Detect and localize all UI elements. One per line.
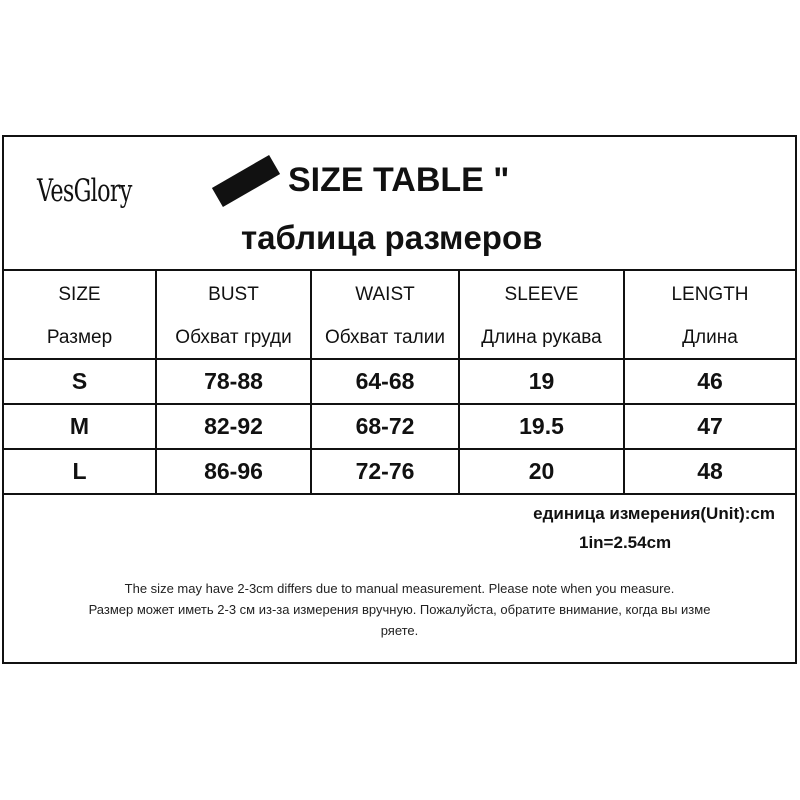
header-label-en: WAIST [355, 284, 415, 305]
header-label-ru: Обхват талии [325, 327, 445, 348]
cell-waist: 64-68 [311, 359, 459, 404]
header-label-ru: Обхват груди [175, 327, 292, 348]
cell-length: 48 [624, 449, 795, 494]
cell-size: L [4, 449, 156, 494]
table-row [4, 449, 795, 494]
table-row [4, 404, 795, 449]
column-header-length [624, 269, 795, 359]
cell-size: S [4, 359, 156, 404]
cell-size: M [4, 404, 156, 449]
cell-sleeve: 20 [459, 449, 624, 494]
cell-sleeve: 19 [459, 359, 624, 404]
cell-length: 47 [624, 404, 795, 449]
cell-sleeve: 19.5 [459, 404, 624, 449]
cell-waist: 72-76 [311, 449, 459, 494]
cell-bust: 82-92 [156, 404, 311, 449]
cell-waist: 68-72 [311, 404, 459, 449]
header-label-en: SLEEVE [504, 284, 579, 305]
slash-decoration [212, 155, 280, 207]
cell-length: 46 [624, 359, 795, 404]
column-header-bust [156, 269, 311, 359]
header-label-en: LENGTH [671, 284, 749, 305]
cell-bust: 78-88 [156, 359, 311, 404]
column-header-size [4, 269, 156, 359]
note-russian-line-2: ряете. [380, 623, 419, 638]
brand-logo: VesGlory [37, 173, 132, 209]
table-row [4, 359, 795, 404]
title-english: SIZE TABLE " [288, 161, 510, 199]
note-russian-line-1: Размер может иметь 2-3 см из-за измерения вручную. Пожалуйста, обратите внимание, когда вы изме [88, 602, 711, 617]
size-chart-frame [2, 135, 797, 664]
measurement-note [4, 578, 795, 641]
header-label-ru: Размер [46, 327, 113, 348]
inch-conversion: 1in=2.54cm [579, 533, 672, 552]
size-table [4, 269, 795, 495]
column-header-waist [311, 269, 459, 359]
header-label-en: SIZE [58, 284, 101, 305]
title-russian: таблица размеров [241, 219, 543, 256]
header-label-ru: Длина рукава [481, 327, 602, 348]
column-header-sleeve [459, 269, 624, 359]
table-header-row [4, 269, 795, 359]
cell-bust: 86-96 [156, 449, 311, 494]
header-label-ru: Длина [682, 327, 738, 348]
size-chart-header [4, 137, 795, 271]
note-english: The size may have 2-3cm differs due to manual measurement. Please note when you measure. [124, 581, 675, 596]
header-label-en: BUST [208, 284, 259, 305]
unit-label: единица измерения(Unit):cm [533, 504, 775, 523]
